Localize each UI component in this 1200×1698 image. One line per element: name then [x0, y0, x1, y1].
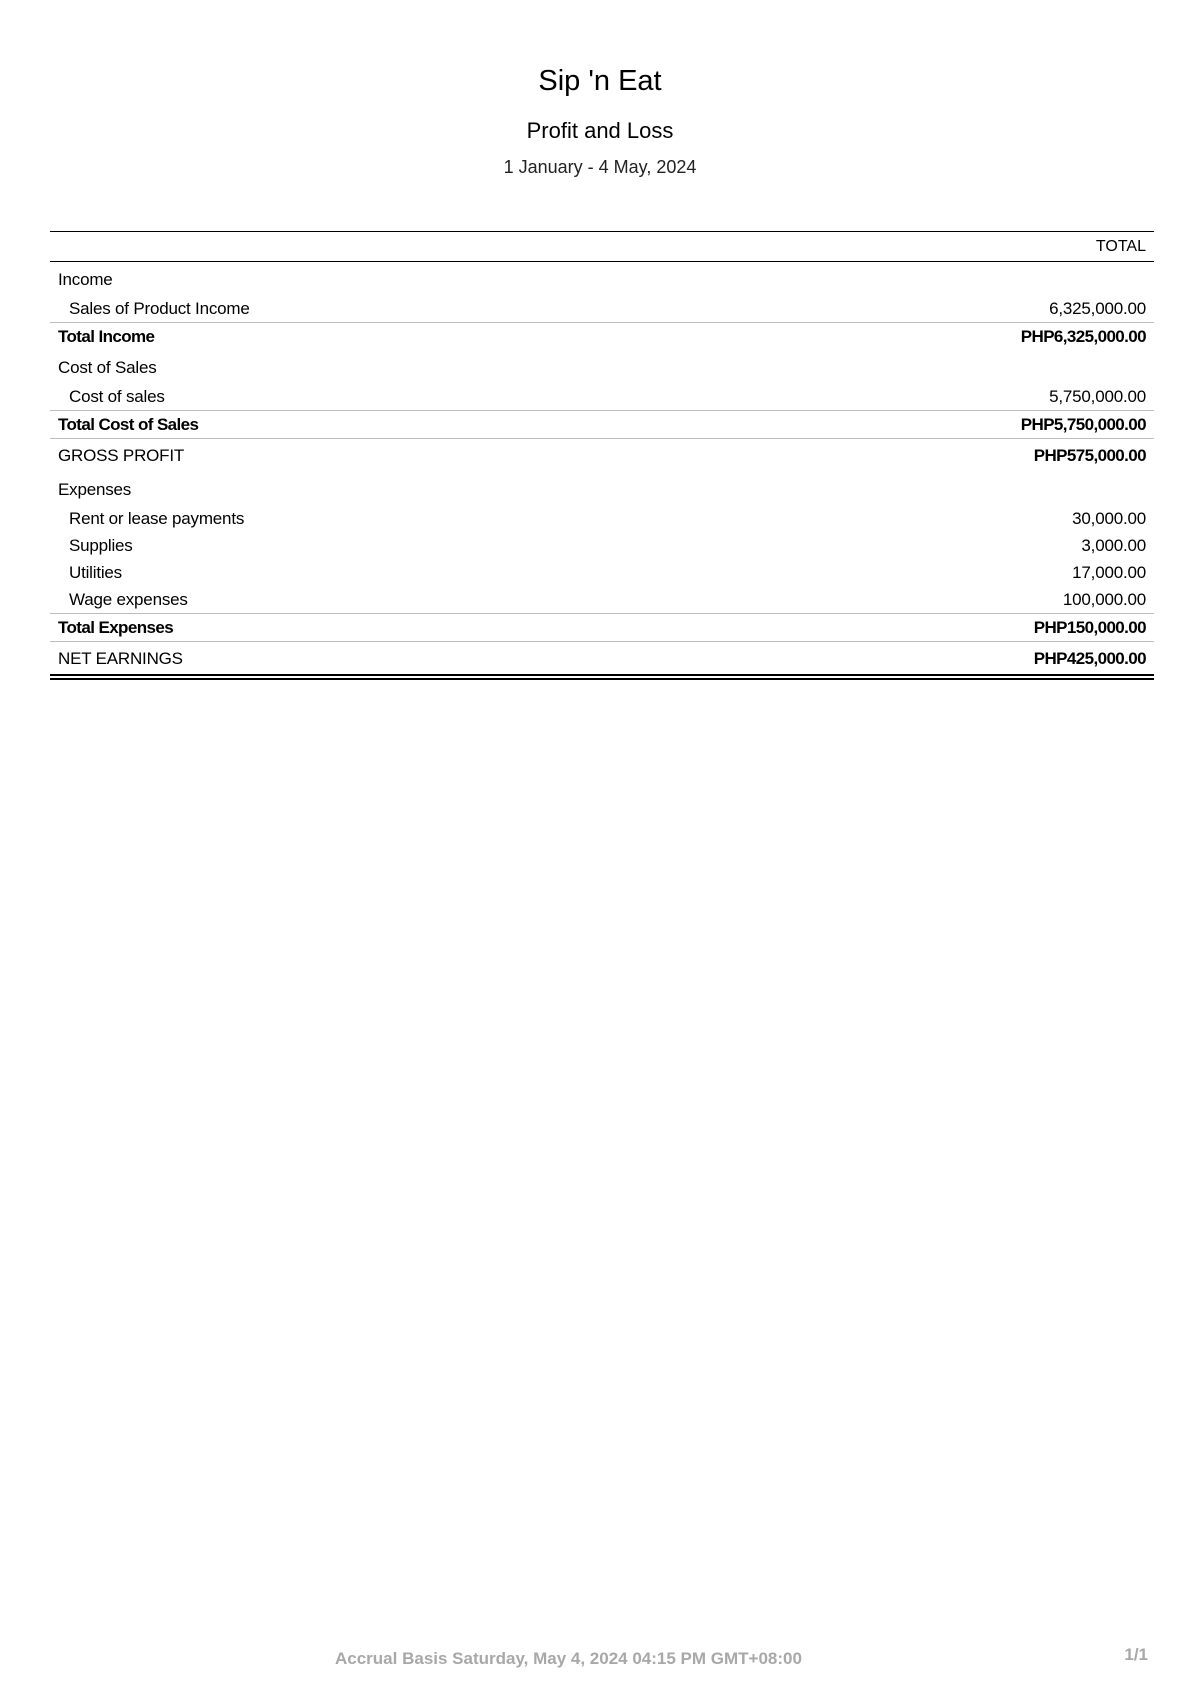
total-cost-of-sales-row — [50, 410, 1154, 438]
row-amount: 17,000.00 — [1072, 563, 1146, 582]
section-label: Income — [58, 270, 113, 289]
total-amount: PHP150,000.00 — [1033, 618, 1146, 637]
table-row — [50, 586, 1154, 613]
row-amount: 100,000.00 — [1062, 590, 1146, 609]
total-label: Total Cost of Sales — [58, 415, 199, 434]
section-expenses — [50, 472, 1154, 505]
total-amount: PHP6,325,000.00 — [1020, 327, 1146, 346]
row-amount: 6,325,000.00 — [1049, 299, 1146, 318]
table-row — [50, 383, 1154, 410]
row-label: Supplies — [69, 536, 133, 555]
row-label: Utilities — [69, 563, 122, 582]
section-income — [50, 262, 1154, 295]
row-amount: 5,750,000.00 — [1049, 387, 1146, 406]
section-cost-of-sales — [50, 350, 1154, 383]
gross-profit-row — [50, 438, 1154, 472]
total-expenses-row — [50, 613, 1154, 641]
gross-profit-label: GROSS PROFIT — [58, 446, 185, 465]
footer-basis-timestamp: Accrual Basis Saturday, May 4, 2024 04:15 PM GMT+08:00 — [335, 1649, 802, 1668]
row-label: Sales of Product Income — [69, 299, 250, 318]
double-rule-divider — [50, 674, 1154, 680]
table-row — [50, 559, 1154, 586]
column-header-total: TOTAL — [1095, 237, 1146, 255]
total-label: Total Income — [58, 327, 155, 346]
report-footer — [0, 1645, 1200, 1671]
row-label: Rent or lease payments — [69, 509, 245, 528]
section-label: Cost of Sales — [58, 358, 157, 377]
profit-loss-table — [50, 231, 1154, 680]
row-label: Wage expenses — [69, 590, 188, 609]
total-income-row — [50, 322, 1154, 350]
section-label: Expenses — [58, 480, 132, 499]
table-row — [50, 505, 1154, 532]
report-period: 1 January - 4 May, 2024 — [503, 157, 697, 177]
row-label: Cost of sales — [69, 387, 165, 406]
table-row — [50, 295, 1154, 322]
report-title: Profit and Loss — [526, 118, 674, 143]
page-number: 1/1 — [1124, 1645, 1148, 1664]
net-earnings-label: NET EARNINGS — [58, 648, 183, 668]
total-label: Total Expenses — [58, 618, 174, 637]
net-earnings-row — [50, 641, 1154, 674]
row-amount: 30,000.00 — [1072, 509, 1146, 528]
column-header-row — [50, 231, 1154, 262]
row-amount: 3,000.00 — [1081, 536, 1146, 555]
net-earnings-amount: PHP425,000.00 — [1033, 648, 1146, 668]
company-name: Sip 'n Eat — [538, 65, 662, 97]
table-row — [50, 532, 1154, 559]
gross-profit-amount: PHP575,000.00 — [1033, 446, 1146, 465]
total-amount: PHP5,750,000.00 — [1020, 415, 1146, 434]
